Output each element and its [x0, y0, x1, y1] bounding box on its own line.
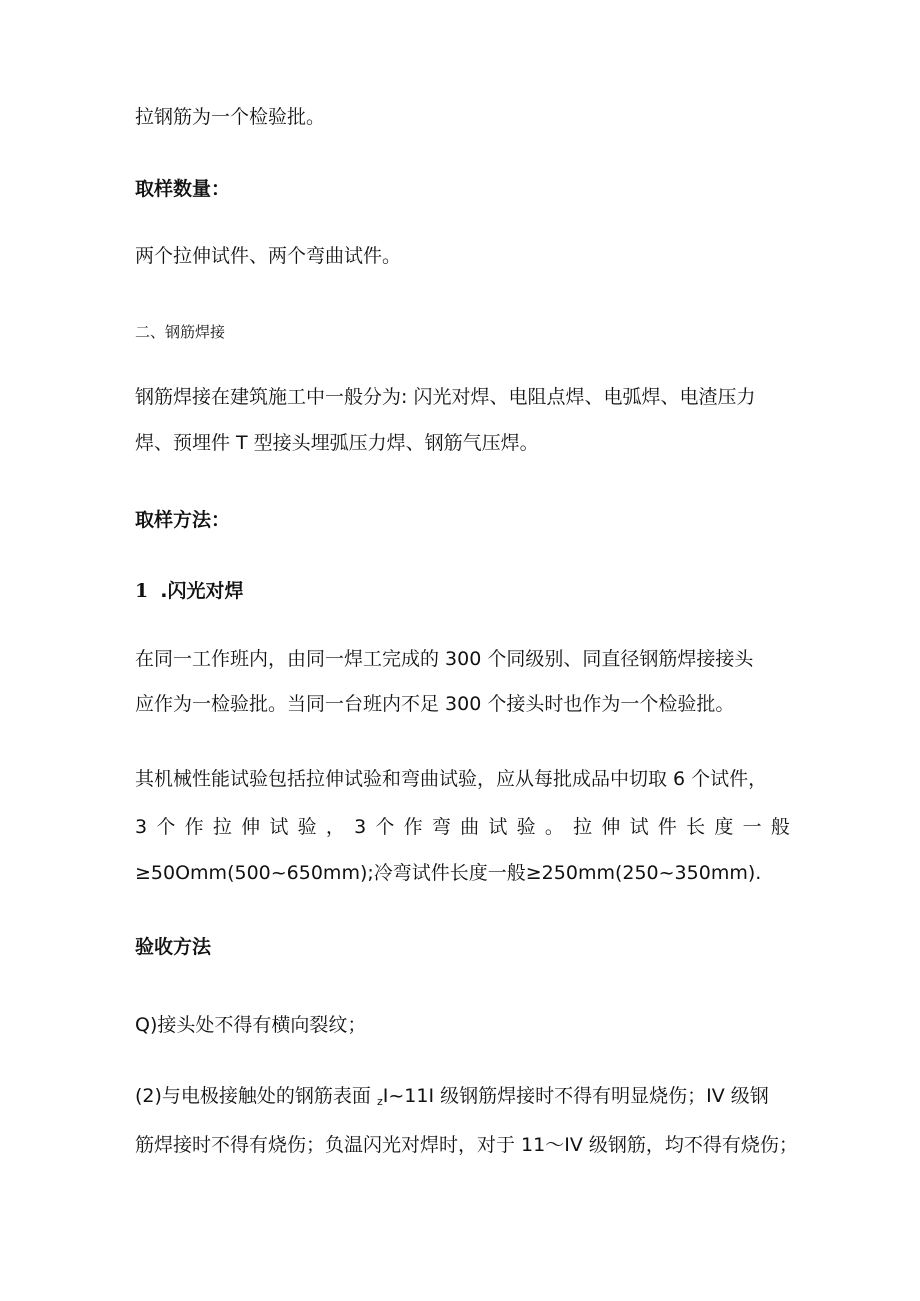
justified-word: 拉	[212, 816, 232, 838]
justified-word: 曲	[460, 816, 480, 838]
item-text-a: (2)与电极接触处的钢筋表面	[135, 1085, 371, 1107]
paragraph-welding-types-line2: 焊、预埋件 T 型接头埋弧压力焊、钢筋气压焊。	[135, 432, 539, 454]
justified-word: 验	[297, 816, 317, 838]
justified-word: 验	[516, 816, 536, 838]
justified-word: 3	[354, 816, 367, 838]
heading-acceptance-method: 验收方法	[135, 936, 212, 958]
justified-word: 件	[657, 816, 677, 838]
list-item-electrode-burn-line2: 筋焊接时不得有烧伤；负温闪光对焊时，对于 11～IV 级钢筋，均不得有烧伤；	[135, 1134, 798, 1156]
section-heading-rebar-welding: 二、钢筋焊接	[135, 323, 226, 341]
justified-word: 般	[770, 816, 790, 838]
paragraph-batch-end: 拉钢筋为一个检验批。	[135, 106, 326, 128]
justified-word: 试	[269, 816, 289, 838]
paragraph-welding-types-line1: 钢筋焊接在建筑施工中一般分为: 闪光对焊、电阻点焊、电弧焊、电渣压力	[135, 386, 756, 408]
justified-word: ，	[325, 816, 345, 838]
justified-word: 个	[156, 816, 176, 838]
justified-word: 作	[184, 816, 204, 838]
paragraph-mechanical-test-line2	[135, 815, 790, 839]
justified-word: 弯	[431, 816, 451, 838]
justified-word: 一	[742, 816, 762, 838]
item-subscript: z	[376, 1095, 383, 1108]
heading-sampling-quantity: 取样数量：	[135, 178, 231, 200]
heading-sampling-method: 取样方法：	[135, 509, 231, 531]
paragraph-batch-rule-line1: 在同一工作班内，由同一焊工完成的 300 个同级别、同直径钢筋焊接接头	[135, 648, 754, 670]
justified-word: 伸	[241, 816, 261, 838]
justified-word: 个	[375, 816, 395, 838]
justified-word: 长	[686, 816, 706, 838]
list-item-no-transverse-cracks: Q)接头处不得有横向裂纹；	[135, 1014, 367, 1036]
justified-word: 拉	[573, 816, 593, 838]
justified-word: 3	[135, 816, 148, 838]
paragraph-sampling-quantity: 两个拉伸试件、两个弯曲试件。	[135, 245, 402, 267]
justified-word: 作	[403, 816, 423, 838]
justified-word: 。	[544, 816, 564, 838]
paragraph-mechanical-test-line1: 其机械性能试验包括拉伸试验和弯曲试验，应从每批成品中切取 6 个试件，	[135, 768, 768, 790]
justified-word: 度	[714, 816, 734, 838]
heading-text: .闪光对焊	[160, 580, 244, 602]
item-text-b: I~11I 级钢筋焊接时不得有明显烧伤；IV 级钢	[382, 1085, 769, 1107]
heading-number: 1	[135, 580, 149, 602]
list-item-electrode-burn-line1	[135, 1084, 769, 1114]
justified-word: 试	[629, 816, 649, 838]
justified-word: 伸	[601, 816, 621, 838]
paragraph-batch-rule-line2: 应作为一检验批。当同一台班内不足 300 个接头时也作为一个检验批。	[135, 693, 735, 715]
justified-word: 试	[488, 816, 508, 838]
paragraph-mechanical-test-line3: ≥50Omm(500~650mm);冷弯试件长度一般≥250mm(250~350mm).	[135, 862, 762, 884]
heading-flash-butt-welding	[135, 579, 243, 603]
